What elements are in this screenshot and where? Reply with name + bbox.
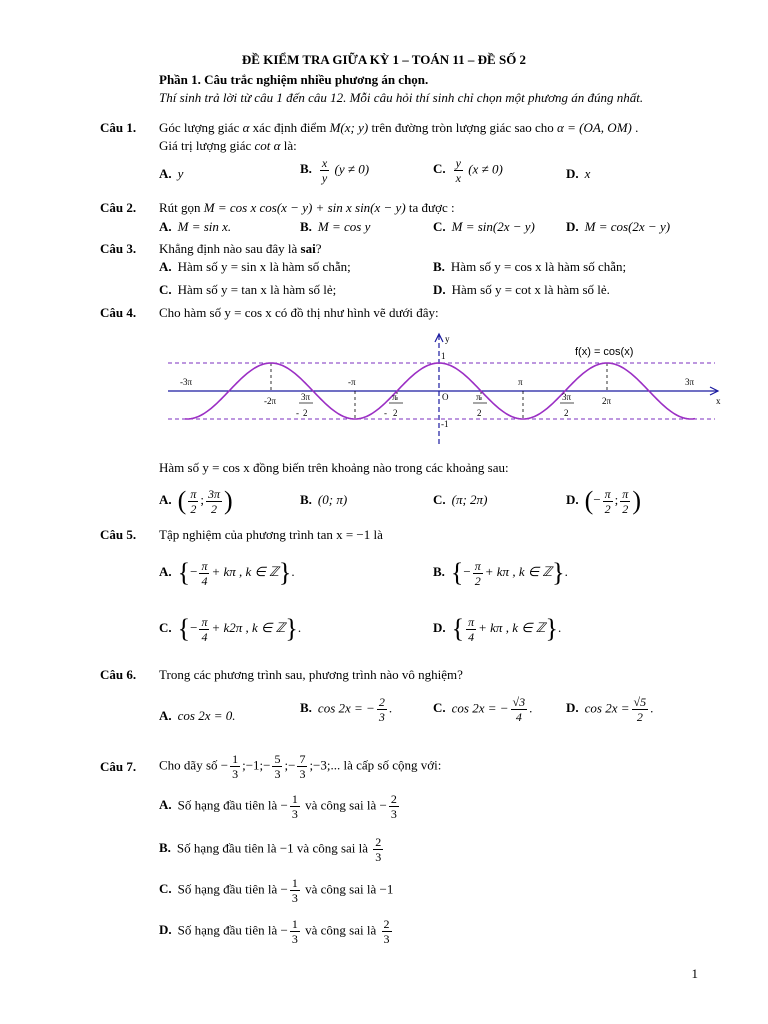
q4-option-d: D. (− $\frac{\pi}{2}$ ; $\frac{\pi}{2}$ ) (566, 486, 641, 516)
svg-text:2: 2 (303, 408, 308, 418)
q4-option-a: A. ( $\frac{\pi}{2}$ ; $\frac{3\pi}{2}$ ) (159, 486, 233, 516)
q7-option-a: A. Số hạng đầu tiên là − $\frac{1}{3}$ và công sai là − $\frac{2}{3}$ (159, 792, 397, 821)
q3-text: Khẳng định nào sau đây là sai? (159, 241, 322, 256)
q4-number: Câu 4. (100, 305, 137, 320)
graph-function-label: f(x) = cos(x) (575, 346, 634, 358)
q1-option-a: A. y (159, 166, 184, 181)
q4-question: Hàm số y = cos x đồng biến trên khoảng nào trong các khoảng sau: (159, 460, 509, 475)
q7-text: Cho dãy số − $\frac{1}{3}$ ;−1;− $\frac{5}{3}$ ;− $\frac{7}{3}$ ;−3;... là cấp số cộng với: (159, 752, 442, 781)
q3-option-b: B. Hàm số y = cos x là hàm số chẵn; (433, 259, 627, 274)
q5-option-c: C. {− $\frac{\pi}{4}$ + k2π , k ∈ ℤ}. (159, 614, 302, 644)
q2-option-b: B. M = cos y (300, 219, 371, 234)
q1-text: Góc lượng giác α xác định điểm M(x; y) trên đường tròn lượng giác sao cho α = (OA, OM) . (159, 120, 639, 135)
svg-text:3π: 3π (562, 392, 572, 402)
q7-option-b: B. Số hạng đầu tiên là −1 và công sai là $\frac{2}{3}$ (159, 835, 382, 864)
svg-text:-: - (384, 408, 387, 418)
q3-option-c: C. Hàm số y = tan x là hàm số lẻ; (159, 282, 337, 297)
svg-text:2: 2 (564, 408, 569, 418)
q1-option-d: D. x (566, 166, 591, 181)
q2-option-c: C. M = sin(2x − y) (433, 219, 535, 234)
q1-number: Câu 1. (100, 120, 137, 135)
q5-text: Tập nghiệm của phương trình tan x = −1 là (159, 527, 383, 542)
page-title: ĐỀ KIỂM TRA GIỮA KỲ 1 – TOÁN 11 – ĐỀ SỐ 2 (241, 52, 527, 67)
q4-option-c: C. (π; 2π) (433, 492, 488, 507)
svg-text:-: - (296, 408, 299, 418)
q6-option-a: A. cos 2x = 0. (159, 708, 236, 723)
q7-option-d: D. Số hạng đầu tiên là − $\frac{1}{3}$ và công sai là $\frac{2}{3}$ (159, 917, 390, 946)
q3-option-a: A. Hàm số y = sin x là hàm số chẵn; (159, 259, 351, 274)
q7-number: Câu 7. (100, 759, 137, 774)
q6-text: Trong các phương trình sau, phương trình nào vô nghiệm? (159, 667, 463, 682)
q2-option-d: D. M = cos(2x − y) (566, 219, 671, 234)
svg-text:2: 2 (477, 408, 482, 418)
q2-option-a: A. M = sin x. (159, 219, 232, 234)
q3-number: Câu 3. (100, 241, 137, 256)
tick-pi: π (518, 377, 523, 387)
tick-2pi: 2π (602, 396, 612, 406)
instruction: Thí sinh trả lời từ câu 1 đến câu 12. Mỗi câu hỏi thí sinh chỉ chọn một phương án đúng nhất. (159, 90, 644, 105)
q7-option-c: C. Số hạng đầu tiên là − $\frac{1}{3}$ và công sai là −1 (159, 876, 394, 905)
q3-option-d: D. Hàm số y = cot x là hàm số lẻ. (433, 282, 610, 297)
cosine-graph (160, 330, 730, 450)
q6-number: Câu 6. (100, 667, 137, 682)
tick-neg-3pi2-num: 3π (301, 392, 311, 402)
tick-neg-2pi: -2π (264, 396, 277, 406)
tick-one: 1 (441, 351, 446, 361)
svg-text:π: π (476, 392, 481, 402)
svg-text:2: 2 (393, 408, 398, 418)
q6-option-b: B. cos 2x = − $\frac{2}{3}$ . (300, 695, 393, 724)
y-axis-label: y (445, 334, 450, 344)
q4-option-b: B. (0; π) (300, 492, 348, 507)
q1-option-b: B. $\frac{x}{y}$ (y ≠ 0) (300, 156, 370, 185)
q5-option-a: A. {− $\frac{\pi}{4}$ + kπ , k ∈ ℤ}. (159, 558, 295, 588)
origin-label: O (442, 392, 449, 402)
x-axis-label: x (716, 396, 721, 406)
q1-text-2: Giá trị lượng giác cot α là: (159, 138, 297, 153)
q4-text: Cho hàm số y = cos x có đồ thị như hình vẽ dưới đây: (159, 305, 439, 320)
q2-text: Rút gọn M = cos x cos(x − y) + sin x sin(x − y) ta được : (159, 200, 455, 215)
q5-number: Câu 5. (100, 527, 137, 542)
part-heading: Phần 1. Câu trắc nghiệm nhiều phương án chọn. (159, 72, 429, 87)
svg-text:π: π (392, 392, 397, 402)
tick-3pi: 3π (685, 377, 695, 387)
tick-neg-3pi: -3π (180, 377, 193, 387)
q2-number: Câu 2. (100, 200, 137, 215)
q6-option-c: C. cos 2x = − $\frac{√3}{4}$ . (433, 695, 533, 724)
q5-option-b: B. {− $\frac{\pi}{2}$ + kπ , k ∈ ℤ}. (433, 558, 568, 588)
tick-neg-pi: -π (348, 377, 356, 387)
q5-option-d: D. { $\frac{\pi}{4}$ + kπ , k ∈ ℤ}. (433, 614, 562, 644)
page-number: 1 (691, 966, 698, 981)
q6-option-d: D. cos 2x = $\frac{√5}{2}$ . (566, 695, 654, 724)
tick-neg-one: -1 (441, 419, 449, 429)
q1-option-c: C. $\frac{y}{x}$ (x ≠ 0) (433, 156, 503, 185)
